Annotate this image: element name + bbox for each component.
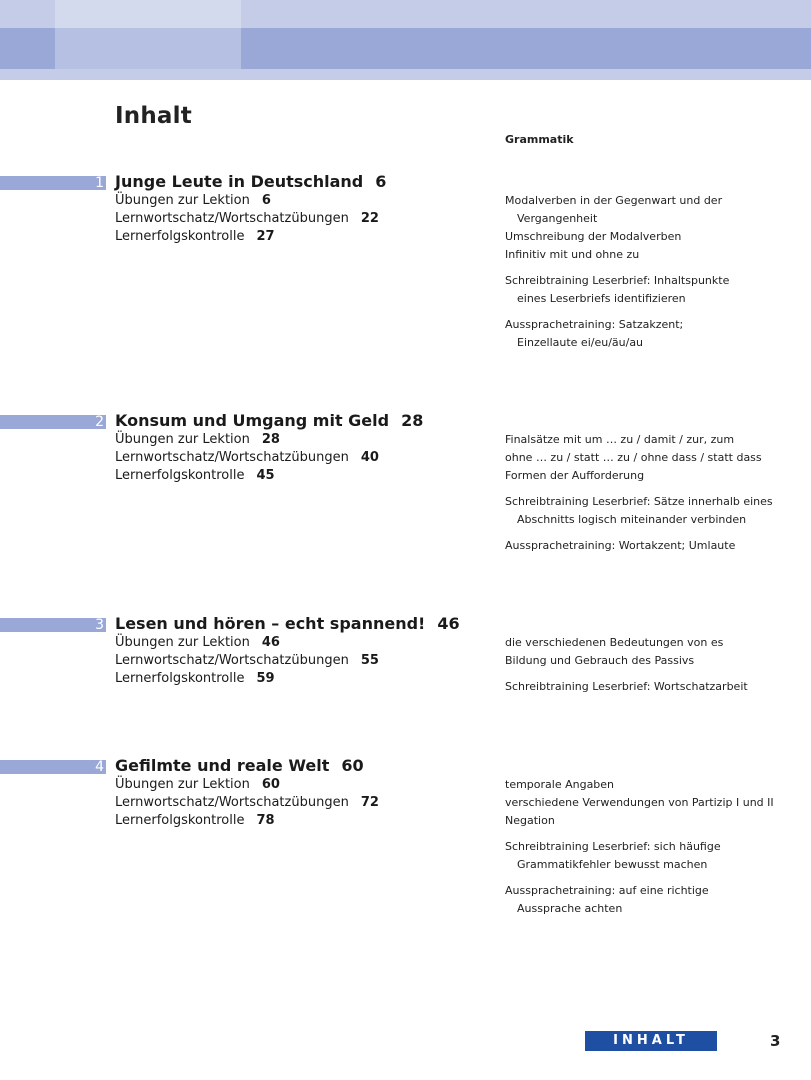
grammar-list-3: [505, 634, 805, 704]
grammar-line: die verschiedenen Bedeutungen von es: [505, 636, 724, 649]
toc-label: Lernerfolgskontrolle: [115, 229, 245, 244]
grammar-block: [505, 192, 805, 264]
chapter-title: Junge Leute in Deutschland: [115, 172, 364, 191]
grammar-line: Schreibtraining Leserbrief: Wortschatzarbeit: [505, 680, 748, 693]
toc-page: 27: [256, 229, 275, 244]
header-block: [55, 0, 241, 69]
grammar-line: Finalsätze mit um … zu / damit / zur, zum: [505, 433, 735, 446]
grammar-block: [505, 838, 805, 874]
toc-label: Lernwortschatz/Wortschatzübungen: [115, 450, 349, 465]
grammar-line: Modalverben in der Gegenwart und der: [505, 194, 723, 207]
chapter-page: 28: [401, 411, 424, 430]
grammar-block: [505, 537, 805, 555]
grammar-block: [505, 634, 805, 670]
grammar-block: [505, 493, 805, 529]
toc-row[interactable]: [115, 671, 275, 687]
grammar-line: Schreibtraining Leserbrief: Sätze innerhalb eines: [505, 495, 773, 508]
grammar-block: [505, 316, 805, 352]
toc-page: 55: [360, 653, 379, 668]
chapter-number: 4: [95, 759, 104, 775]
toc-page: 28: [261, 432, 280, 447]
toc-row[interactable]: [115, 193, 271, 209]
grammar-line: Abschnitts logisch miteinander verbinden: [517, 513, 747, 526]
grammar-line: Vergangenheit: [517, 212, 598, 225]
toc-label: Übungen zur Lektion: [115, 635, 250, 650]
toc-row[interactable]: [115, 229, 275, 245]
chapter-title-link[interactable]: [115, 411, 423, 431]
toc-row[interactable]: [115, 777, 280, 793]
grammar-line: Infinitiv mit und ohne zu: [505, 248, 640, 261]
toc-page: 6: [261, 193, 271, 208]
toc-label: Übungen zur Lektion: [115, 777, 250, 792]
grammar-line: temporale Angaben: [505, 778, 615, 791]
chapter-title: Konsum und Umgang mit Geld: [115, 411, 390, 430]
toc-label: Lernerfolgskontrolle: [115, 813, 245, 828]
grammar-line: Bildung und Gebrauch des Passivs: [505, 654, 695, 667]
toc-label: Lernwortschatz/Wortschatzübungen: [115, 653, 349, 668]
toc-page: 22: [360, 211, 379, 226]
grammar-block: [505, 882, 805, 918]
grammar-line: ohne … zu / statt … zu / ohne dass / statt dass: [505, 451, 762, 464]
toc-page: 72: [360, 795, 379, 810]
grammar-line: eines Leserbriefs identifizieren: [517, 292, 686, 305]
grammar-block: [505, 678, 805, 696]
toc-page: 46: [261, 635, 280, 650]
toc-row[interactable]: [115, 211, 379, 227]
grammar-heading: Grammatik: [505, 133, 574, 146]
toc-page: 78: [256, 813, 275, 828]
grammar-line: Grammatikfehler bewusst machen: [517, 858, 708, 871]
grammar-line: verschiedene Verwendungen von Partizip I und II: [505, 796, 774, 809]
grammar-block: [505, 431, 805, 485]
chapter-page: 60: [341, 756, 364, 775]
toc-row[interactable]: [115, 653, 379, 669]
toc-row[interactable]: [115, 813, 275, 829]
toc-label: Übungen zur Lektion: [115, 193, 250, 208]
footer-section-label: INHALT: [585, 1031, 717, 1051]
toc-row[interactable]: [115, 432, 280, 448]
chapter-title-link[interactable]: [115, 614, 460, 634]
chapter-number: 1: [95, 175, 104, 191]
grammar-line: Einzellaute ei/eu/äu/au: [517, 336, 644, 349]
toc-page: 40: [360, 450, 379, 465]
toc-row[interactable]: [115, 468, 275, 484]
chapter-page: 46: [437, 614, 460, 633]
grammar-list-2: [505, 431, 805, 563]
toc-row[interactable]: [115, 795, 379, 811]
toc-label: Lernwortschatz/Wortschatzübungen: [115, 795, 349, 810]
page-title: Inhalt: [115, 103, 192, 129]
toc-page: 60: [261, 777, 280, 792]
grammar-line: Formen der Aufforderung: [505, 469, 645, 482]
grammar-line: Umschreibung der Modalverben: [505, 230, 682, 243]
chapter-number: 3: [95, 617, 104, 633]
chapter-title-link[interactable]: [115, 756, 364, 776]
page-number: 3: [770, 1032, 781, 1050]
chapter-number: 2: [95, 414, 104, 430]
grammar-line: Schreibtraining Leserbrief: sich häufige: [505, 840, 721, 853]
grammar-block: [505, 776, 805, 830]
grammar-line: Aussprachetraining: Wortakzent; Umlaute: [505, 539, 736, 552]
chapter-title-link[interactable]: [115, 172, 386, 192]
toc-row[interactable]: [115, 450, 379, 466]
toc-label: Lernerfolgskontrolle: [115, 468, 245, 483]
toc-page: 45: [256, 468, 275, 483]
grammar-line: Schreibtraining Leserbrief: Inhaltspunkte: [505, 274, 730, 287]
grammar-block: [505, 272, 805, 308]
grammar-line: Aussprachetraining: Satzakzent;: [505, 318, 684, 331]
toc-row[interactable]: [115, 635, 280, 651]
grammar-line: Negation: [505, 814, 555, 827]
toc-page: 59: [256, 671, 275, 686]
toc-label: Lernwortschatz/Wortschatzübungen: [115, 211, 349, 226]
toc-label: Lernerfolgskontrolle: [115, 671, 245, 686]
toc-label: Übungen zur Lektion: [115, 432, 250, 447]
grammar-list-4: [505, 776, 805, 926]
grammar-line: Aussprachetraining: auf eine richtige: [505, 884, 709, 897]
chapter-title: Gefilmte und reale Welt: [115, 756, 330, 775]
chapter-title: Lesen und hören – echt spannend!: [115, 614, 426, 633]
grammar-line: Aussprache achten: [517, 902, 623, 915]
chapter-page: 6: [375, 172, 387, 191]
grammar-list-1: [505, 192, 805, 360]
